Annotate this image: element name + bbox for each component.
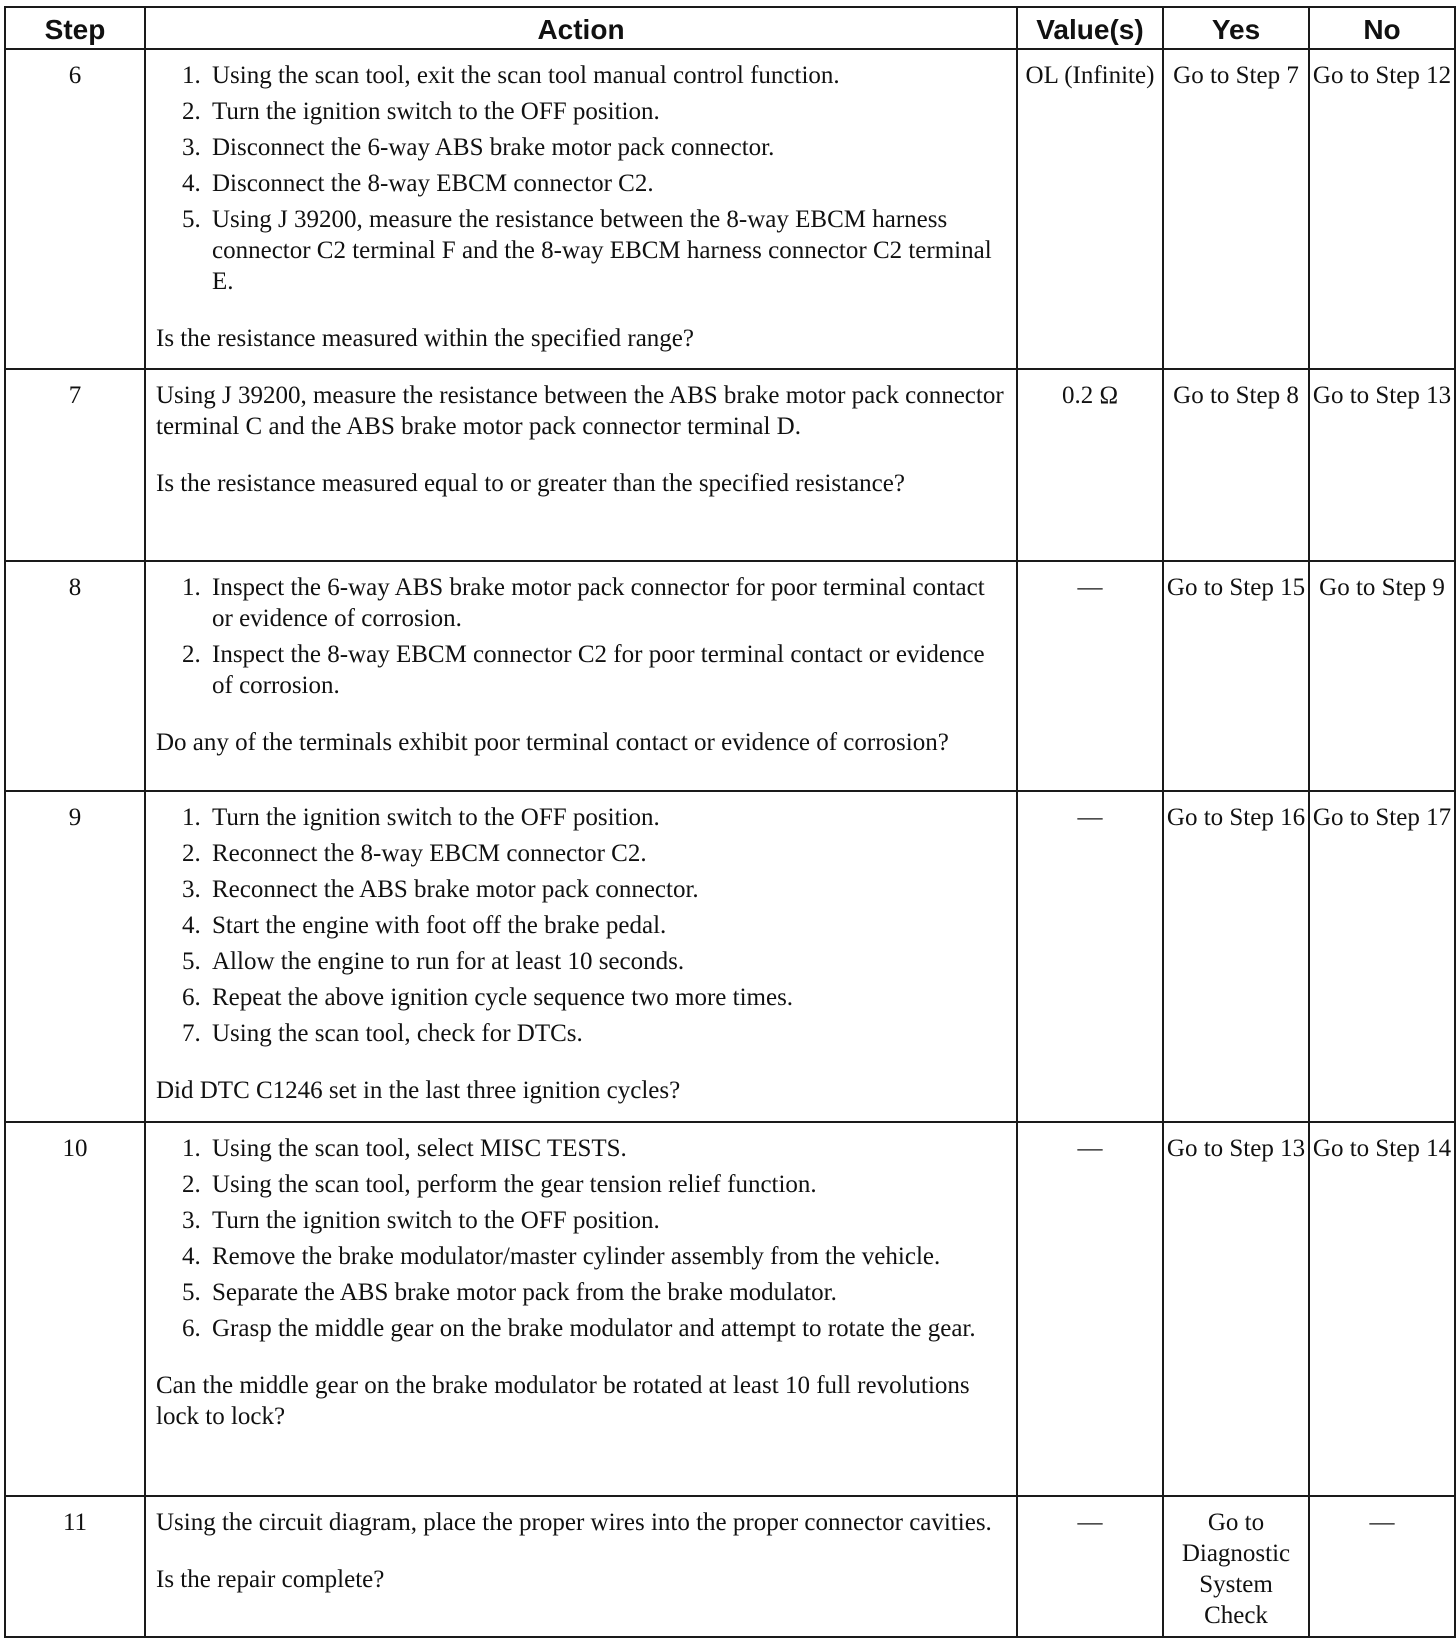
action-step-text: Inspect the 6-way ABS brake motor pack connector for poor terminal contact or evidence of corrosion. bbox=[212, 574, 985, 633]
action-step bbox=[156, 1313, 1004, 1344]
action-steps bbox=[156, 572, 1004, 701]
action-step bbox=[156, 802, 1004, 833]
action-question: Do any of the terminals exhibit poor terminal contact or evidence of corrosion? bbox=[156, 729, 949, 757]
action-step-text: Turn the ignition switch to the OFF position. bbox=[212, 804, 660, 832]
action-step bbox=[156, 204, 1004, 297]
action-step-text: Remove the brake modulator/master cylinder assembly from the vehicle. bbox=[212, 1242, 941, 1270]
no-cell: Go to Step 14 bbox=[1309, 1122, 1455, 1497]
table-row bbox=[5, 1496, 1455, 1637]
step-number: 6 bbox=[5, 49, 145, 369]
value-cell: — bbox=[1017, 1496, 1163, 1637]
yes-cell: Go to Step 7 bbox=[1163, 49, 1309, 369]
action-step-text: Turn the ignition switch to the OFF position. bbox=[212, 1206, 660, 1234]
action-steps bbox=[156, 1133, 1004, 1344]
yes-cell: Go to Step 8 bbox=[1163, 369, 1309, 561]
action-step-number: 5. bbox=[182, 948, 201, 976]
header-step: Step bbox=[5, 7, 145, 49]
action-cell bbox=[145, 1122, 1017, 1497]
action-step-text: Using the scan tool, exit the scan tool manual control function. bbox=[212, 62, 840, 89]
action-question: Is the repair complete? bbox=[156, 1566, 385, 1594]
table-row bbox=[5, 791, 1455, 1122]
action-steps bbox=[156, 802, 1004, 1049]
action-step-number: 4. bbox=[182, 1242, 201, 1270]
action-step-number: 4. bbox=[182, 912, 201, 940]
action-step bbox=[156, 982, 1004, 1013]
action-step bbox=[156, 96, 1004, 127]
header-action: Action bbox=[145, 7, 1017, 49]
value-cell: — bbox=[1017, 791, 1163, 1122]
action-step bbox=[156, 1241, 1004, 1272]
action-cell bbox=[145, 369, 1017, 561]
action-step-text: Turn the ignition switch to the OFF position. bbox=[212, 98, 660, 125]
action-step bbox=[156, 60, 1004, 91]
action-steps bbox=[156, 60, 1004, 297]
action-step bbox=[156, 1169, 1004, 1200]
table-row bbox=[5, 49, 1455, 369]
action-step bbox=[156, 572, 1004, 634]
action-cell bbox=[145, 791, 1017, 1122]
action-step bbox=[156, 639, 1004, 701]
action-step bbox=[156, 874, 1004, 905]
value-cell: — bbox=[1017, 561, 1163, 791]
action-step bbox=[156, 1277, 1004, 1308]
action-step-text: Repeat the above ignition cycle sequence two more times. bbox=[212, 984, 794, 1012]
action-step-text: Reconnect the ABS brake motor pack connector. bbox=[212, 876, 699, 904]
action-step-text: Inspect the 8-way EBCM connector C2 for poor terminal contact or evidence of corrosion. bbox=[212, 641, 985, 700]
action-step bbox=[156, 132, 1004, 163]
table-body bbox=[5, 49, 1455, 1637]
action-step-number: 1. bbox=[182, 574, 201, 602]
action-step-text: Using the scan tool, check for DTCs. bbox=[212, 1020, 583, 1048]
action-step-text: Grasp the middle gear on the brake modulator and attempt to rotate the gear. bbox=[212, 1314, 976, 1342]
table-row bbox=[5, 1122, 1455, 1497]
action-step-number: 4. bbox=[182, 170, 201, 197]
action-step bbox=[156, 1133, 1004, 1164]
action-step-number: 2. bbox=[182, 840, 201, 868]
action-question: Can the middle gear on the brake modulator be rotated at least 10 full revolutions lock to lock? bbox=[156, 1371, 970, 1430]
diagnostic-table bbox=[4, 6, 1456, 1638]
action-step-text: Using the scan tool, select MISC TESTS. bbox=[212, 1134, 627, 1162]
no-cell: Go to Step 17 bbox=[1309, 791, 1455, 1122]
action-text: Using the circuit diagram, place the proper wires into the proper connector cavities. bbox=[156, 1509, 992, 1537]
action-question: Is the resistance measured equal to or greater than the specified resistance? bbox=[156, 470, 905, 498]
table-row bbox=[5, 369, 1455, 561]
action-step-number: 1. bbox=[182, 1134, 201, 1162]
action-step-number: 6. bbox=[182, 1314, 201, 1342]
action-step-text: Disconnect the 8-way EBCM connector C2. bbox=[212, 170, 654, 197]
action-step-number: 2. bbox=[182, 641, 201, 669]
action-cell bbox=[145, 561, 1017, 791]
action-step-text: Allow the engine to run for at least 10 seconds. bbox=[212, 948, 685, 976]
step-number: 11 bbox=[5, 1496, 145, 1637]
action-step bbox=[156, 946, 1004, 977]
step-number: 8 bbox=[5, 561, 145, 791]
action-cell bbox=[145, 1496, 1017, 1637]
step-number: 9 bbox=[5, 791, 145, 1122]
no-cell: Go to Step 12 bbox=[1309, 49, 1455, 369]
action-step-number: 3. bbox=[182, 134, 201, 161]
value-cell: 0.2 Ω bbox=[1017, 369, 1163, 561]
header-values: Value(s) bbox=[1017, 7, 1163, 49]
yes-cell: Go to Diagnostic System Check bbox=[1163, 1496, 1309, 1637]
action-step bbox=[156, 838, 1004, 869]
action-step bbox=[156, 1018, 1004, 1049]
action-step-number: 5. bbox=[182, 206, 201, 233]
header-row bbox=[5, 7, 1455, 49]
action-step bbox=[156, 168, 1004, 199]
action-step-number: 3. bbox=[182, 1206, 201, 1234]
action-step bbox=[156, 1205, 1004, 1236]
action-step-text: Using J 39200, measure the resistance between the 8-way EBCM harness connector C2 terminal F and the 8-way EBCM harness connector C2 terminal E. bbox=[212, 206, 992, 295]
action-step-text: Separate the ABS brake motor pack from the brake modulator. bbox=[212, 1278, 837, 1306]
no-cell: Go to Step 9 bbox=[1309, 561, 1455, 791]
action-step-text: Using the scan tool, perform the gear tension relief function. bbox=[212, 1170, 817, 1198]
action-step-number: 5. bbox=[182, 1278, 201, 1306]
action-step-text: Reconnect the 8-way EBCM connector C2. bbox=[212, 840, 647, 868]
action-question: Is the resistance measured within the specified range? bbox=[156, 325, 694, 352]
value-cell: — bbox=[1017, 1122, 1163, 1497]
action-step-number: 1. bbox=[182, 804, 201, 832]
header-yes: Yes bbox=[1163, 7, 1309, 49]
table-row bbox=[5, 561, 1455, 791]
no-cell: — bbox=[1309, 1496, 1455, 1637]
step-number: 10 bbox=[5, 1122, 145, 1497]
action-question: Did DTC C1246 set in the last three ignition cycles? bbox=[156, 1077, 681, 1105]
action-step-text: Start the engine with foot off the brake pedal. bbox=[212, 912, 667, 940]
action-step-number: 6. bbox=[182, 984, 201, 1012]
no-cell: Go to Step 13 bbox=[1309, 369, 1455, 561]
yes-cell: Go to Step 15 bbox=[1163, 561, 1309, 791]
action-step bbox=[156, 910, 1004, 941]
value-cell: OL (Infinite) bbox=[1017, 49, 1163, 369]
action-step-number: 2. bbox=[182, 1170, 201, 1198]
action-text: Using J 39200, measure the resistance between the ABS brake motor pack connector terminal C and the ABS brake motor pack connector terminal D. bbox=[156, 382, 1004, 441]
action-step-text: Disconnect the 6-way ABS brake motor pack connector. bbox=[212, 134, 775, 161]
action-step-number: 7. bbox=[182, 1020, 201, 1048]
yes-cell: Go to Step 13 bbox=[1163, 1122, 1309, 1497]
action-cell bbox=[145, 49, 1017, 369]
yes-cell: Go to Step 16 bbox=[1163, 791, 1309, 1122]
action-step-number: 2. bbox=[182, 98, 201, 125]
step-number: 7 bbox=[5, 369, 145, 561]
header-no: No bbox=[1309, 7, 1455, 49]
action-step-number: 3. bbox=[182, 876, 201, 904]
action-step-number: 1. bbox=[182, 62, 201, 89]
